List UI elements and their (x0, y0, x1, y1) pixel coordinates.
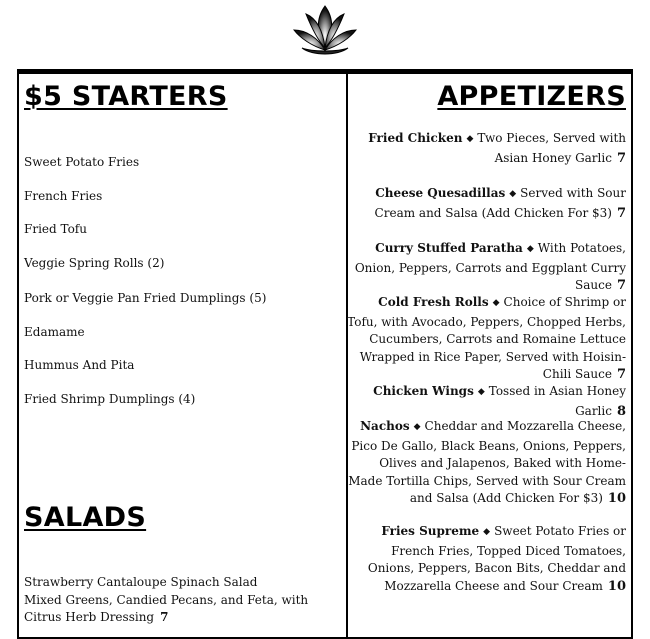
starter-item: Hummus And Pita (24, 358, 135, 372)
appetizer-price: 7 (616, 278, 626, 293)
appetizer-price: 7 (616, 150, 626, 166)
appetizer-description: Served with Sour Cream and Salsa (Add Chicken For $3) (374, 186, 626, 220)
appetizer-price: 10 (607, 578, 626, 594)
starter-item: Edamame (24, 325, 85, 339)
appetizer-description: Cheddar and Mozzarella Cheese, Pico De Gallo, Black Beans, Onions, Peppers, Olives and Jalapenos, Baked with Home-Made Tortilla Chips, Served with Sour Cream and Salsa (Add Chicken For $3) (348, 419, 626, 505)
salad-price: 7 (160, 610, 169, 624)
appetizer-item (346, 185, 626, 222)
salad-description: Mixed Greens, Candied Pecans, and Feta, with Citrus Herb Dressing 7 (24, 593, 309, 624)
salad-name: Strawberry Cantaloupe Spinach Salad (24, 575, 258, 589)
diamond-bullet-icon: ◆ (466, 134, 474, 144)
appetizer-price: 8 (616, 403, 626, 419)
starter-item: Fried Shrimp Dumplings (4) (24, 392, 196, 406)
appetizer-name: Chicken Wings (373, 384, 474, 398)
appetizer-name: Cheese Quesadillas (375, 186, 506, 200)
appetizer-item (346, 130, 626, 167)
starter-item: Pork or Veggie Pan Fried Dumplings (5) (24, 291, 267, 305)
diamond-bullet-icon: ◆ (413, 422, 421, 432)
appetizer-item (346, 294, 626, 384)
starter-item: Fried Tofu (24, 222, 87, 236)
lotus-icon (292, 4, 358, 58)
appetizer-item (346, 383, 626, 420)
appetizer-description: Sweet Potato Fries or French Fries, Topped Diced Tomatoes, Onions, Peppers, Bacon Bits, Cheddar and Mozzarella Cheese and Sour Cream (367, 524, 626, 593)
appetizer-name: Cold Fresh Rolls (378, 295, 489, 309)
appetizer-description: Tossed in Asian Honey Garlic (488, 384, 626, 418)
appetizer-price: 7 (616, 205, 626, 221)
appetizer-description: With Potatoes, Onion, Peppers, Carrots and Eggplant Curry Sauce (354, 241, 626, 292)
appetizer-description: Choice of Shrimp or Tofu, with Avocado, Peppers, Chopped Herbs, Cucumbers, Carrots and Romaine Lettuce Wrapped in Rice Paper, Served with Hoisin-Chili Sauce (347, 295, 626, 381)
starter-item: Veggie Spring Rolls (2) (24, 256, 165, 270)
appetizer-description: Two Pieces, Served with Asian Honey Garlic (477, 131, 626, 165)
appetizers-heading: APPETIZERS (437, 81, 626, 112)
diamond-bullet-icon: ◆ (492, 298, 500, 308)
diamond-bullet-icon: ◆ (483, 527, 491, 537)
appetizer-price: 7 (616, 367, 626, 382)
diamond-bullet-icon: ◆ (509, 189, 517, 199)
appetizer-name: Nachos (360, 419, 410, 433)
starter-item: Sweet Potato Fries (24, 155, 140, 169)
appetizer-name: Fried Chicken (368, 131, 463, 145)
appetizer-item (346, 418, 626, 508)
appetizer-item (346, 240, 626, 295)
diamond-bullet-icon: ◆ (526, 244, 534, 254)
appetizer-item (346, 523, 626, 595)
appetizer-price: 10 (607, 491, 626, 506)
appetizer-name: Curry Stuffed Paratha (375, 241, 523, 255)
salads-heading: SALADS (24, 502, 147, 533)
menu-board (17, 69, 633, 639)
appetizer-name: Fries Supreme (381, 524, 480, 538)
diamond-bullet-icon: ◆ (477, 387, 485, 397)
starters-heading: $5 STARTERS (24, 81, 228, 112)
starter-item: French Fries (24, 189, 103, 203)
